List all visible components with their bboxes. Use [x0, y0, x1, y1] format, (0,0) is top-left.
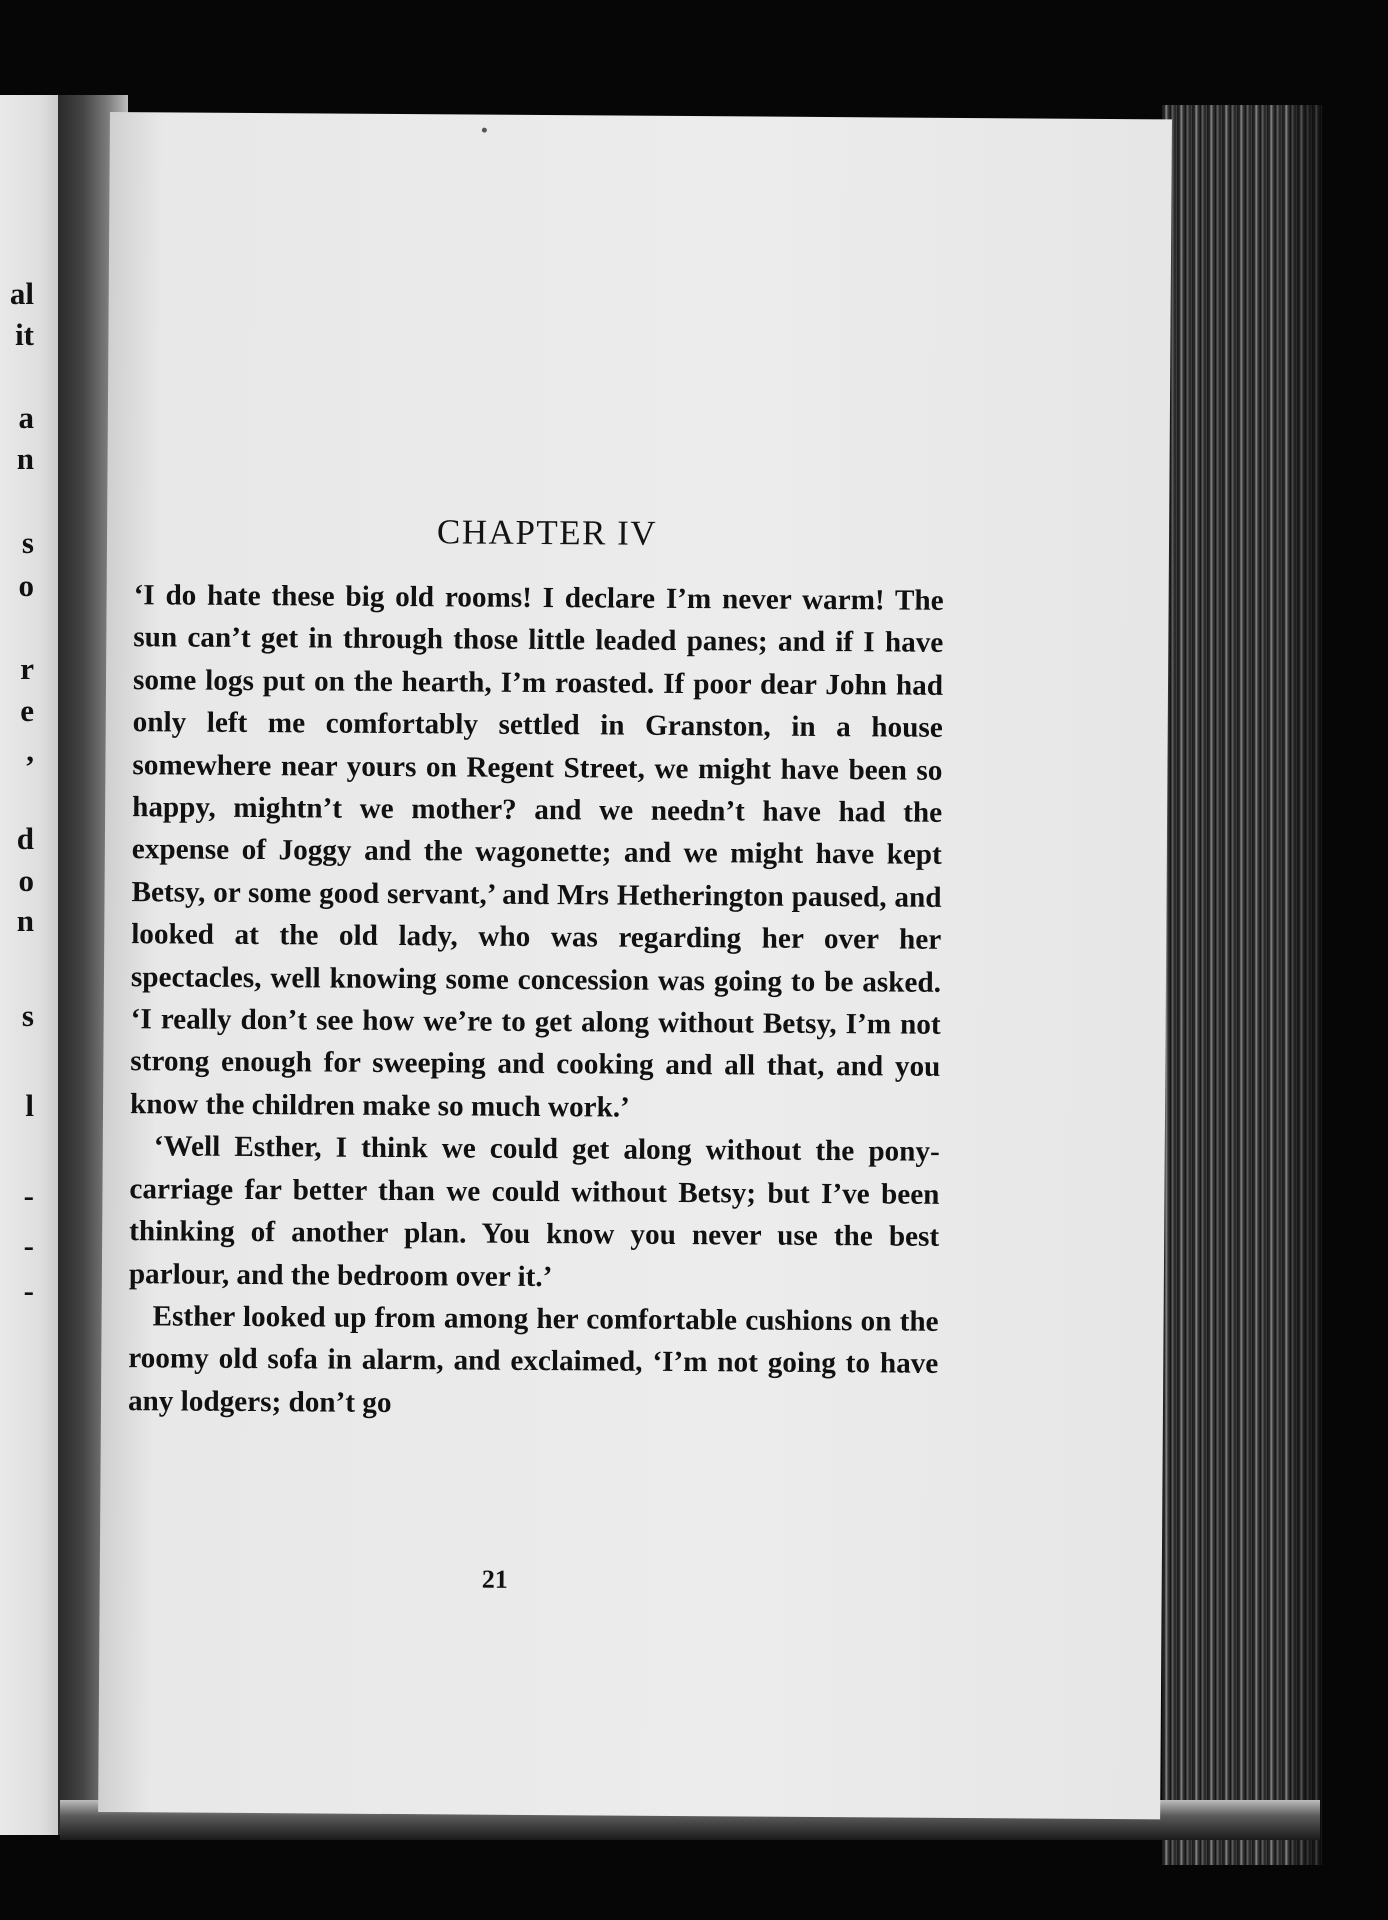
left-fragment-text: - — [23, 1178, 34, 1213]
left-fragment-text: - — [23, 1228, 34, 1263]
chapter-title: CHAPTER IV — [436, 512, 658, 553]
left-fragment-text: - — [23, 1273, 34, 1308]
left-fragment-text: l — [25, 1088, 34, 1123]
left-fragment-text: s — [21, 998, 34, 1033]
left-fragment-text: o — [18, 863, 34, 898]
left-fragment-text: o — [18, 568, 34, 603]
left-fragment-text: s — [21, 525, 34, 560]
book-page — [98, 112, 1172, 1819]
fore-edge-shadow — [1290, 80, 1388, 1920]
page-speck — [482, 128, 487, 133]
left-fragment-text: r — [20, 651, 34, 686]
left-fragment-text: , — [26, 733, 34, 768]
left-fragment-text: a — [18, 400, 34, 435]
left-fragment-text: al — [9, 276, 34, 311]
paragraph: ‘I do hate these big old rooms! I declare I’m never warm! The sun can’t get in through those little leaded panes; and if I have some logs put on the hearth, I’m roasted. If poor dear John had only left me comfortably settled in Granston, in a house somewhere near yours on Regent Street, we might have been so happy, mightn’t we mother? and we needn’t have had the expense of Joggy and the wagonette; and we might have kept Betsy, or some good servant,’ and Mrs Hetherington paused, and looked at the old lady, who was regarding her over her spectacles, well knowing some concession was going to be asked. ‘I really don’t see how we’re to get along without Betsy, I’m not strong enough for sweeping and cooking and all that, and you know the children make so much work.’ — [129, 579, 944, 1124]
paragraph: Esther looked up from among her comfortable cushions on the roomy old sofa in alarm, and exclaimed, ‘I’m not going to have any lodgers; don’t go — [127, 1300, 939, 1419]
left-fragment-text: n — [16, 441, 34, 476]
left-fragment-text: n — [16, 903, 34, 938]
left-fragment-text: d — [16, 821, 34, 856]
left-fragment-text: e — [20, 693, 34, 728]
chapter-body — [128, 574, 944, 1428]
paragraph: ‘Well Esther, I think we could get along without the pony-carriage far better than we could without Betsy; but I’ve been thinking of another plan. You know you never use the best parlour, and the bedroom over it.’ — [128, 1130, 940, 1293]
left-fragment-text: it — [15, 317, 34, 352]
page-number: 21 — [481, 1564, 508, 1594]
